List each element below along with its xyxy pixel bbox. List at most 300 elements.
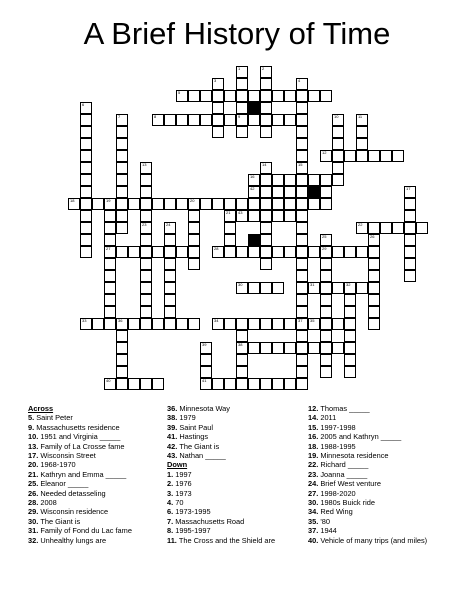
grid-cell[interactable] [188,222,200,234]
grid-cell[interactable] [116,330,128,342]
grid-cell[interactable] [296,210,308,222]
grid-cell[interactable] [356,246,368,258]
grid-cell[interactable] [260,114,272,126]
grid-cell[interactable] [80,246,92,258]
grid-cell[interactable] [104,318,116,330]
grid-cell[interactable] [248,378,260,390]
grid-cell[interactable] [296,198,308,210]
grid-cell[interactable] [176,114,188,126]
grid-cell[interactable] [212,246,224,258]
grid-cell[interactable] [236,366,248,378]
grid-cell[interactable] [260,90,272,102]
grid-cell[interactable] [320,366,332,378]
grid-cell[interactable] [164,246,176,258]
grid-cell[interactable] [320,258,332,270]
grid-cell[interactable] [332,246,344,258]
grid-cell[interactable] [128,246,140,258]
grid-cell[interactable] [284,174,296,186]
grid-cell[interactable] [116,318,128,330]
grid-cell[interactable] [368,258,380,270]
grid-cell[interactable] [284,378,296,390]
grid-cell[interactable] [116,354,128,366]
grid-cell[interactable] [260,174,272,186]
grid-cell[interactable] [236,114,248,126]
grid-cell[interactable] [248,246,260,258]
grid-cell[interactable] [116,246,128,258]
grid-cell[interactable] [152,114,164,126]
grid-cell[interactable] [296,186,308,198]
grid-cell[interactable] [320,198,332,210]
grid-cell[interactable] [368,246,380,258]
grid-cell[interactable] [152,378,164,390]
grid-cell[interactable] [140,222,152,234]
grid-cell[interactable] [308,342,320,354]
grid-cell[interactable] [236,66,248,78]
grid-cell[interactable] [164,198,176,210]
grid-cell[interactable] [236,78,248,90]
grid-cell[interactable] [188,198,200,210]
grid-cell[interactable] [368,222,380,234]
grid-cell[interactable] [104,246,116,258]
grid-cell[interactable] [332,138,344,150]
grid-cell[interactable] [260,234,272,246]
grid-cell[interactable] [248,174,260,186]
grid-cell[interactable] [224,90,236,102]
grid-cell[interactable] [272,174,284,186]
grid-cell[interactable] [80,102,92,114]
grid-cell[interactable] [296,354,308,366]
grid-cell[interactable] [296,78,308,90]
grid-cell[interactable] [236,318,248,330]
grid-cell[interactable] [320,186,332,198]
grid-cell[interactable] [260,282,272,294]
clue-text: 1951 and Virginia _____ [40,432,121,442]
grid-cell[interactable] [332,342,344,354]
grid-cell[interactable] [332,126,344,138]
grid-cell[interactable] [404,234,416,246]
grid-cell[interactable] [296,222,308,234]
grid-cell[interactable] [296,378,308,390]
grid-cell[interactable] [344,246,356,258]
grid-cell[interactable] [104,270,116,282]
grid-cell[interactable] [164,282,176,294]
grid-cell[interactable] [80,174,92,186]
grid-cell[interactable] [188,258,200,270]
grid-cell[interactable] [164,222,176,234]
grid-cell[interactable] [80,162,92,174]
grid-cell[interactable] [116,174,128,186]
grid-cell[interactable] [248,114,260,126]
grid-cell[interactable] [116,366,128,378]
grid-cell[interactable] [272,318,284,330]
grid-cell[interactable] [200,354,212,366]
grid-cell[interactable] [320,234,332,246]
grid-cell[interactable] [260,66,272,78]
clue-item [167,442,307,451]
grid-cell[interactable] [116,198,128,210]
grid-cell[interactable] [260,102,272,114]
grid-cell[interactable] [332,150,344,162]
grid-cell[interactable] [320,90,332,102]
grid-cell[interactable] [104,282,116,294]
grid-cell[interactable] [116,138,128,150]
grid-cell[interactable] [296,330,308,342]
grid-cell[interactable] [176,198,188,210]
grid-cell[interactable] [344,150,356,162]
grid-cell[interactable] [224,210,236,222]
grid-cell[interactable] [140,318,152,330]
grid-cell[interactable] [128,198,140,210]
grid-cell[interactable] [140,174,152,186]
grid-cell[interactable] [272,90,284,102]
grid-cell[interactable] [356,150,368,162]
grid-cell[interactable] [104,294,116,306]
grid-cell[interactable] [296,174,308,186]
grid-cell[interactable] [320,174,332,186]
grid-cell[interactable] [404,258,416,270]
grid-cell[interactable] [212,90,224,102]
grid-cell[interactable] [128,378,140,390]
grid-cell[interactable] [104,198,116,210]
grid-cell[interactable] [236,378,248,390]
grid-cell[interactable] [164,114,176,126]
grid-cell[interactable] [272,282,284,294]
grid-cell[interactable] [260,258,272,270]
grid-cell[interactable] [80,234,92,246]
grid-cell[interactable] [176,318,188,330]
grid-cell[interactable] [80,114,92,126]
grid-cell[interactable] [116,378,128,390]
grid-cell[interactable] [296,258,308,270]
grid-cell[interactable] [296,294,308,306]
grid-cell[interactable] [320,270,332,282]
grid-cell[interactable] [404,246,416,258]
grid-cell[interactable] [320,318,332,330]
grid-cell[interactable] [116,126,128,138]
grid-cell[interactable] [200,366,212,378]
grid-cell[interactable] [368,150,380,162]
grid-cell[interactable] [260,222,272,234]
grid-cell[interactable] [200,90,212,102]
grid-cell[interactable] [212,102,224,114]
clue-item [167,479,307,488]
grid-cell[interactable] [152,198,164,210]
grid-cell[interactable] [80,150,92,162]
grid-cell[interactable] [260,78,272,90]
grid-cell[interactable] [164,318,176,330]
grid-cell[interactable] [344,294,356,306]
grid-cell[interactable] [104,306,116,318]
grid-cell[interactable] [320,246,332,258]
grid-cell[interactable] [236,330,248,342]
grid-cell[interactable] [308,90,320,102]
grid-cell[interactable] [344,306,356,318]
grid-cell[interactable] [80,138,92,150]
grid-cell[interactable] [260,318,272,330]
grid-cell[interactable] [68,198,80,210]
grid-cell[interactable] [140,162,152,174]
grid-cell[interactable] [212,114,224,126]
grid-cell[interactable] [296,342,308,354]
grid-cell[interactable] [332,162,344,174]
cell-number: 40 [106,378,111,383]
grid-cell[interactable] [260,246,272,258]
grid-cell[interactable] [404,222,416,234]
grid-cell[interactable] [176,246,188,258]
grid-cell[interactable] [344,366,356,378]
grid-cell[interactable] [80,210,92,222]
grid-cell[interactable] [284,210,296,222]
grid-cell[interactable] [296,90,308,102]
grid-cell[interactable] [284,246,296,258]
grid-cell[interactable] [404,270,416,282]
grid-cell[interactable] [188,210,200,222]
grid-cell[interactable] [368,318,380,330]
grid-cell[interactable] [272,198,284,210]
grid-cell[interactable] [224,198,236,210]
grid-cell[interactable] [320,330,332,342]
grid-cell[interactable] [236,198,248,210]
grid-cell[interactable] [140,378,152,390]
grid-cell[interactable] [164,270,176,282]
clue-number: 28. [28,498,41,508]
grid-cell[interactable] [344,282,356,294]
grid-cell[interactable] [308,198,320,210]
grid-cell[interactable] [380,150,392,162]
grid-cell[interactable] [248,210,260,222]
grid-cell[interactable] [212,126,224,138]
grid-cell[interactable] [296,138,308,150]
grid-cell[interactable] [128,318,140,330]
grid-cell[interactable] [140,186,152,198]
grid-cell[interactable] [248,186,260,198]
grid-cell[interactable] [140,258,152,270]
clue-text: Wisconsin residence [40,507,109,517]
grid-cell[interactable] [104,210,116,222]
grid-cell[interactable] [344,318,356,330]
grid-cell[interactable] [344,342,356,354]
grid-cell[interactable] [356,282,368,294]
grid-cell[interactable] [296,318,308,330]
grid-cell[interactable] [392,150,404,162]
grid-cell[interactable] [116,150,128,162]
grid-cell[interactable] [200,114,212,126]
grid-cell[interactable] [80,222,92,234]
grid-cell[interactable] [236,354,248,366]
grid-cell[interactable] [224,234,236,246]
grid-cell[interactable] [188,234,200,246]
grid-cell[interactable] [116,114,128,126]
grid-cell[interactable] [140,246,152,258]
grid-cell[interactable] [296,102,308,114]
grid-cell[interactable] [248,90,260,102]
grid-cell[interactable] [80,318,92,330]
grid-cell[interactable] [284,318,296,330]
grid-cell[interactable] [260,162,272,174]
grid-cell[interactable] [272,114,284,126]
grid-cell[interactable] [140,294,152,306]
grid-cell[interactable] [332,174,344,186]
grid-cell[interactable] [236,342,248,354]
grid-cell[interactable] [284,198,296,210]
cell-number: 20 [190,198,195,203]
grid-cell[interactable] [296,282,308,294]
grid-cell[interactable] [392,222,404,234]
grid-cell[interactable] [140,306,152,318]
grid-cell[interactable] [116,162,128,174]
grid-cell[interactable] [212,78,224,90]
grid-cell[interactable] [320,294,332,306]
grid-cell[interactable] [236,126,248,138]
grid-cell[interactable] [284,90,296,102]
grid-cell[interactable] [212,378,224,390]
grid-cell[interactable] [104,258,116,270]
grid-cell[interactable] [260,378,272,390]
clue-number: 26. [28,488,41,498]
grid-cell[interactable] [284,186,296,198]
grid-cell[interactable] [248,342,260,354]
grid-cell[interactable] [212,318,224,330]
clue-text: The Giant is [179,441,220,451]
grid-cell[interactable] [260,198,272,210]
grid-cell[interactable] [140,234,152,246]
grid-cell[interactable] [404,198,416,210]
grid-cell[interactable] [320,150,332,162]
grid-cell[interactable] [248,198,260,210]
grid-cell[interactable] [80,186,92,198]
grid-cell[interactable] [416,222,428,234]
grid-cell[interactable] [284,114,296,126]
grid-cell[interactable] [188,90,200,102]
grid-cell[interactable] [164,234,176,246]
grid-cell[interactable] [224,318,236,330]
grid-cell[interactable] [320,282,332,294]
grid-cell[interactable] [188,114,200,126]
grid-cell[interactable] [368,282,380,294]
grid-cell[interactable] [296,114,308,126]
grid-cell[interactable] [296,366,308,378]
grid-cell[interactable] [332,114,344,126]
grid-cell[interactable] [260,186,272,198]
grid-cell[interactable] [368,234,380,246]
grid-cell[interactable] [296,234,308,246]
grid-cell[interactable] [116,186,128,198]
grid-cell[interactable] [248,318,260,330]
grid-cell[interactable] [92,198,104,210]
grid-cell[interactable] [104,234,116,246]
grid-cell[interactable] [248,282,260,294]
grid-cell[interactable] [344,330,356,342]
grid-cell[interactable] [80,198,92,210]
grid-cell[interactable] [356,222,368,234]
grid-cell[interactable] [344,354,356,366]
grid-cell[interactable] [104,222,116,234]
grid-cell[interactable] [320,342,332,354]
grid-cell[interactable] [272,342,284,354]
grid-cell[interactable] [404,186,416,198]
grid-cell[interactable] [200,198,212,210]
grid-cell[interactable] [236,90,248,102]
grid-cell[interactable] [296,246,308,258]
grid-cell[interactable] [308,174,320,186]
grid-cell[interactable] [296,126,308,138]
grid-cell[interactable] [380,222,392,234]
grid-cell[interactable] [320,354,332,366]
grid-cell[interactable] [272,186,284,198]
grid-cell[interactable] [140,210,152,222]
grid-cell[interactable] [188,318,200,330]
grid-cell[interactable] [260,210,272,222]
clue-item [167,489,307,498]
grid-cell[interactable] [200,342,212,354]
grid-cell[interactable] [356,126,368,138]
grid-cell[interactable] [236,246,248,258]
grid-cell[interactable] [152,318,164,330]
grid-cell[interactable] [164,306,176,318]
grid-cell[interactable] [284,342,296,354]
grid-cell[interactable] [236,282,248,294]
grid-cell[interactable] [116,342,128,354]
grid-cell[interactable] [356,138,368,150]
grid-cell[interactable] [140,198,152,210]
grid-cell[interactable] [308,246,320,258]
grid-cell[interactable] [308,318,320,330]
grid-cell[interactable] [296,162,308,174]
grid-cell[interactable] [80,126,92,138]
grid-cell[interactable] [320,306,332,318]
grid-cell[interactable] [224,222,236,234]
grid-cell[interactable] [236,210,248,222]
grid-cell[interactable] [152,246,164,258]
grid-cell[interactable] [224,246,236,258]
grid-cell[interactable] [140,270,152,282]
grid-cell[interactable] [224,378,236,390]
grid-cell[interactable] [176,90,188,102]
clue-item [28,526,168,535]
grid-cell[interactable] [260,342,272,354]
grid-cell[interactable] [296,270,308,282]
grid-cell[interactable] [212,198,224,210]
grid-cell[interactable] [236,102,248,114]
grid-cell[interactable] [296,150,308,162]
grid-cell[interactable] [200,378,212,390]
grid-cell[interactable] [272,210,284,222]
clue-number: 37. [308,526,321,536]
grid-cell[interactable] [164,294,176,306]
grid-cell[interactable] [164,258,176,270]
grid-cell[interactable] [104,378,116,390]
grid-cell[interactable] [188,246,200,258]
grid-cell[interactable] [140,282,152,294]
grid-cell[interactable] [272,246,284,258]
grid-cell[interactable] [116,222,128,234]
grid-cell[interactable] [260,126,272,138]
grid-cell[interactable] [332,282,344,294]
grid-cell[interactable] [368,270,380,282]
grid-cell[interactable] [296,306,308,318]
clue-item [28,517,168,526]
grid-cell[interactable] [368,294,380,306]
grid-cell[interactable] [308,282,320,294]
grid-cell[interactable] [92,318,104,330]
grid-cell[interactable] [368,306,380,318]
grid-cell[interactable] [332,318,344,330]
grid-cell[interactable] [404,210,416,222]
grid-cell[interactable] [272,378,284,390]
grid-cell[interactable] [224,114,236,126]
grid-cell[interactable] [116,210,128,222]
grid-cell[interactable] [356,114,368,126]
